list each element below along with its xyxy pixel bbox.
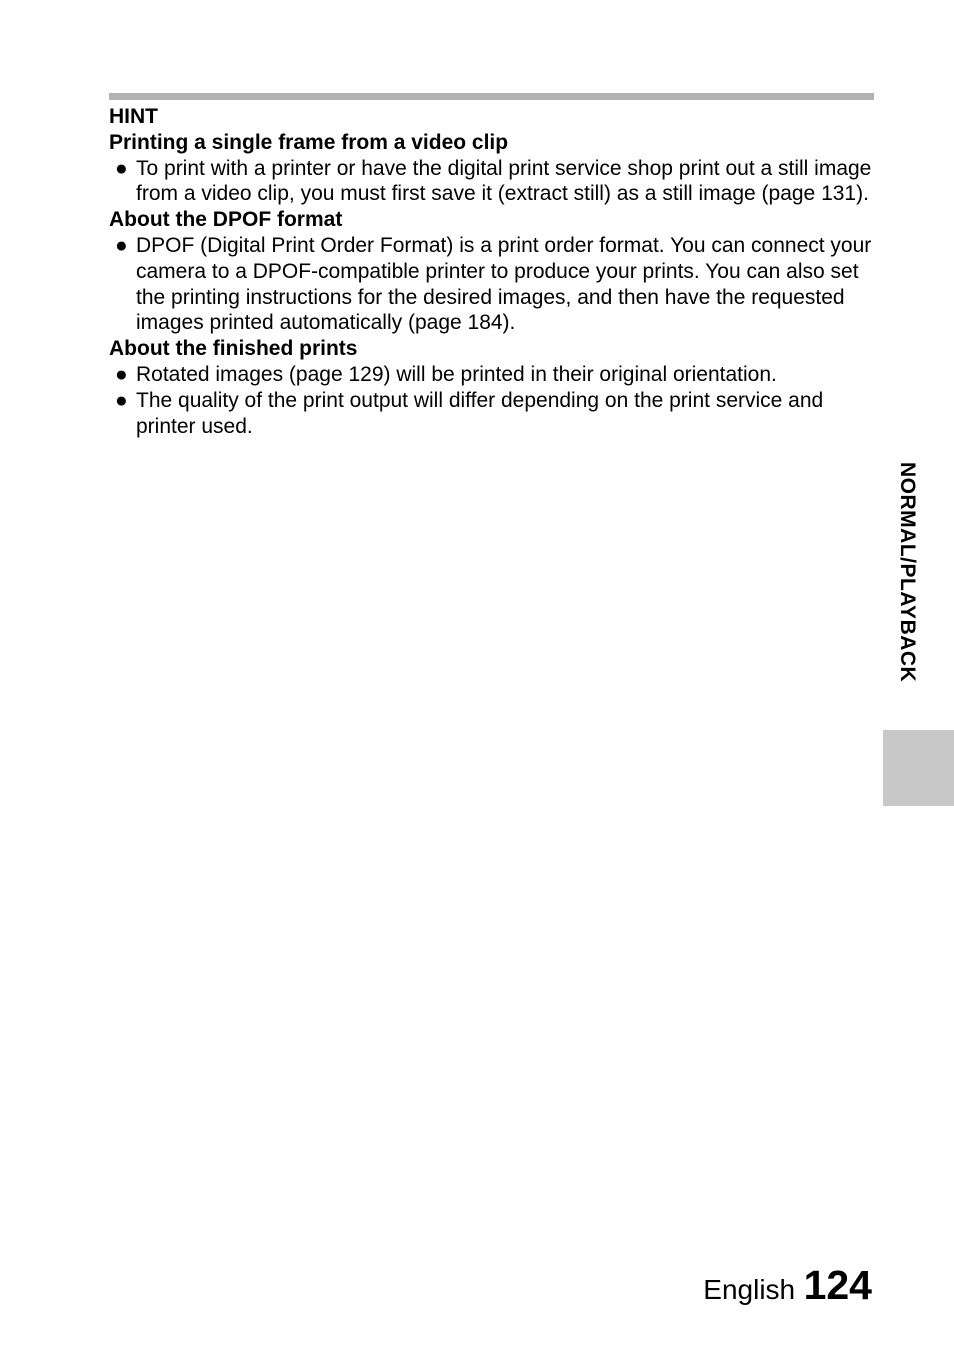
bullet-icon: ●: [115, 233, 128, 257]
section-heading: About the finished prints: [109, 337, 358, 361]
bullet-icon: ●: [115, 388, 128, 412]
page-footer: [703, 1262, 872, 1309]
footer-language: English: [703, 1274, 796, 1305]
bullet-icon: ●: [115, 362, 128, 386]
hint-divider: [109, 93, 874, 100]
chapter-side-label: NORMAL/PLAYBACK: [896, 462, 919, 683]
hint-box: [109, 104, 874, 439]
bullet-icon: ●: [115, 156, 128, 180]
list-item: ● DPOF (Digital Print Order Format) is a print order format. You can connect your camera to a DPOF-compatible printer to produce your prints. You can also set the printing instructions for the desired images, and then have the requested images printed automatically (page 184).: [115, 233, 872, 335]
section-finished-prints: [109, 336, 874, 439]
chapter-tab-marker: [883, 730, 954, 806]
section-dpof: [109, 207, 874, 336]
section-video-clip: [109, 130, 874, 207]
section-heading: About the DPOF format: [109, 208, 343, 232]
list-item: ● To print with a printer or have the digital print service shop print out a still image from a video clip, you must first save it (extract still) as a still image (page 131).: [115, 156, 872, 206]
list-item: ● Rotated images (page 129) will be printed in their original orientation.: [115, 362, 777, 386]
list-item: ● The quality of the print output will differ depending on the print service and printer used.: [115, 388, 824, 438]
hint-label: HINT: [109, 105, 158, 128]
page-number: 124: [803, 1262, 872, 1308]
section-heading: Printing a single frame from a video clip: [109, 130, 509, 154]
